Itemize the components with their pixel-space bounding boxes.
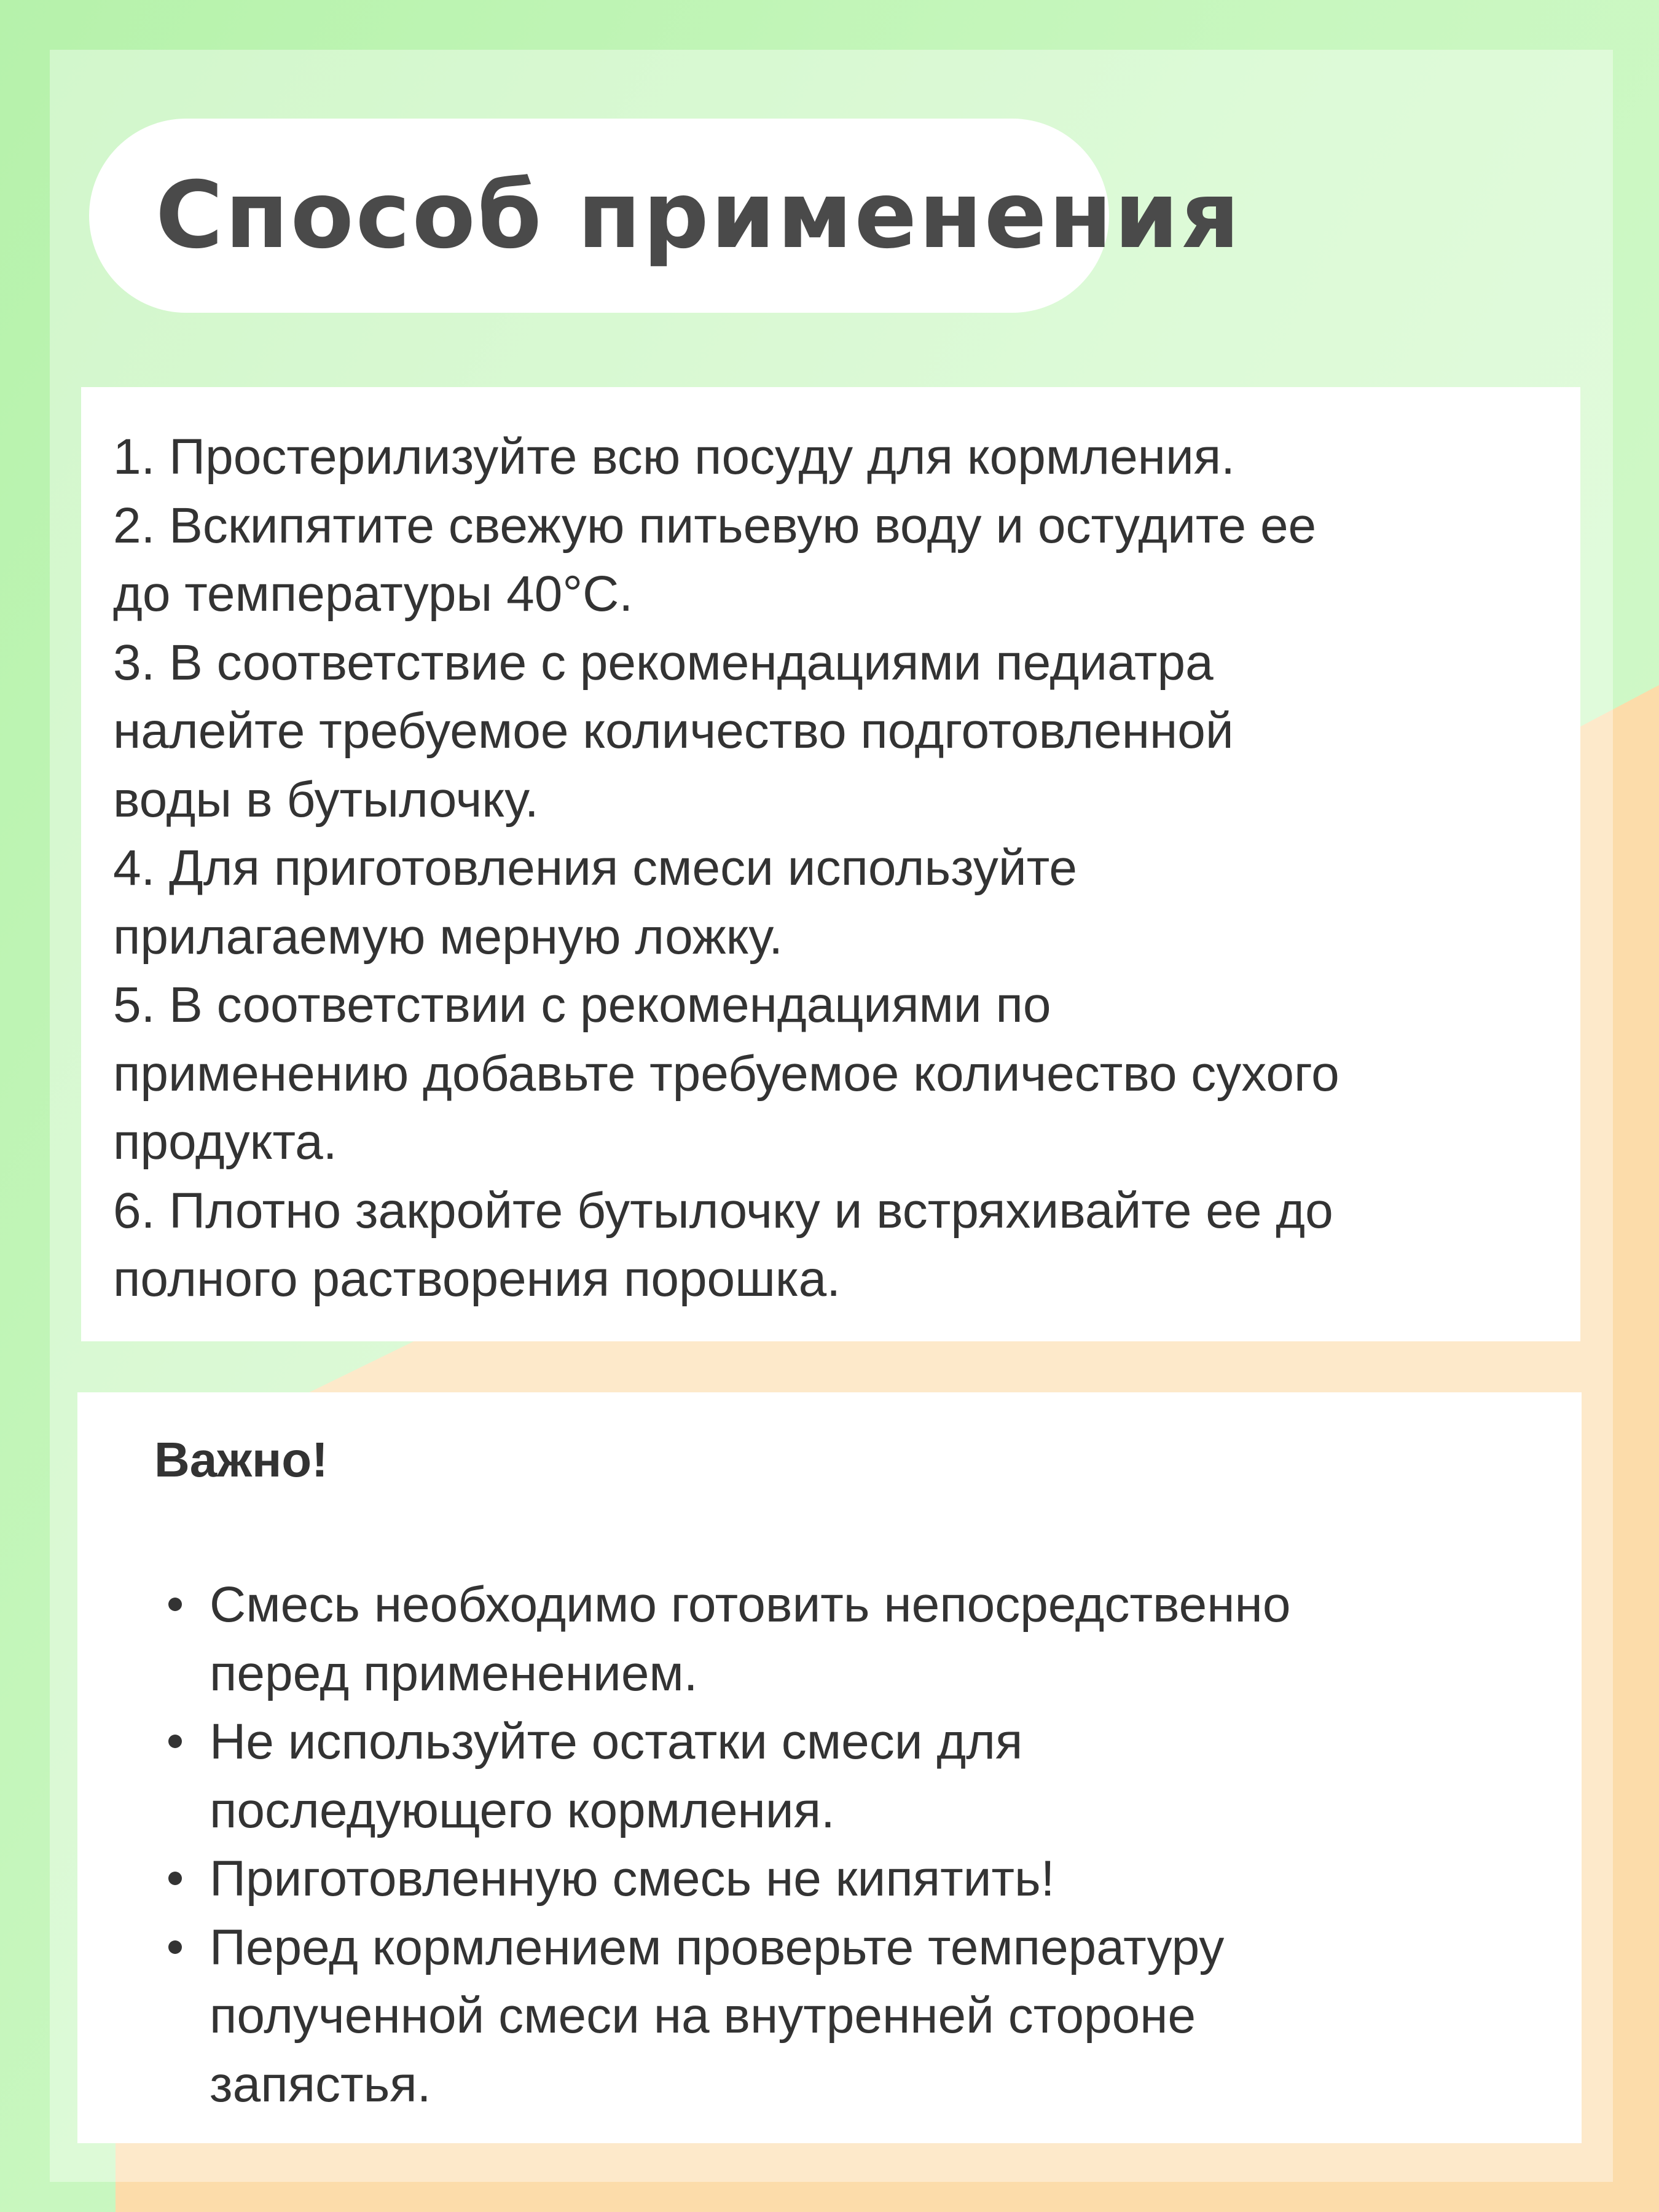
- list-item: [77, 1913, 1557, 2119]
- list-item-text: Не используйте остатки смеси для: [210, 1714, 1023, 1770]
- list-item-text: полученной смеси на внутренней стороне: [210, 1988, 1196, 2044]
- important-list: [154, 1571, 1557, 2119]
- list-item-text: Смесь необходимо готовить непосредственно: [210, 1577, 1291, 1633]
- step-line: полного растворения порошка.: [113, 1251, 841, 1307]
- bullet-dot-icon: [168, 1872, 182, 1885]
- step-line: прилагаемую мерную ложку.: [113, 908, 783, 965]
- step-line: налейте требуемое количество подготовленной: [113, 703, 1234, 759]
- title-badge: [89, 119, 1242, 313]
- bullet-dot-icon: [168, 1598, 182, 1611]
- bullet-dot-icon: [168, 1940, 182, 1954]
- important-card: [77, 1392, 1582, 2143]
- instructions-card: [81, 387, 1580, 1341]
- step-line: 2. Вскипятите свежую питьевую воду и остудите ее: [113, 497, 1317, 554]
- list-item-text: последующего кормления.: [210, 1782, 835, 1838]
- list-item-text: Перед кормлением проверьте температуру: [210, 1919, 1225, 1975]
- step-line: до температуры 40°С.: [113, 566, 633, 622]
- bullet-dot-icon: [168, 1735, 182, 1748]
- step-line: применению добавьте требуемое количество сухого: [113, 1045, 1339, 1102]
- step-line: воды в бутылочку.: [113, 771, 539, 828]
- list-item: [77, 1708, 1557, 1845]
- important-heading: Важно!: [154, 1432, 328, 1487]
- step-line: 4. Для приготовления смеси используйте: [113, 840, 1077, 896]
- list-item-text: перед применением.: [210, 1645, 698, 1701]
- list-item-text: Приготовленную смесь не кипятить!: [210, 1851, 1055, 1907]
- list-item-text: запястья.: [210, 2056, 431, 2112]
- list-item: [77, 1571, 1557, 1708]
- step-line: продукта.: [113, 1114, 337, 1170]
- page-title: Способ применения: [155, 162, 1242, 269]
- step-line: 5. В соответствии с рекомендациями по: [113, 977, 1051, 1033]
- step-line: 1. Простерилизуйте всю посуду для кормления.: [113, 429, 1235, 485]
- step-line: 3. В соответствие с рекомендациями педиатра: [113, 634, 1214, 691]
- step-line: 6. Плотно закройте бутылочку и встряхивайте ее до: [113, 1182, 1333, 1239]
- list-item: [77, 1845, 1557, 1913]
